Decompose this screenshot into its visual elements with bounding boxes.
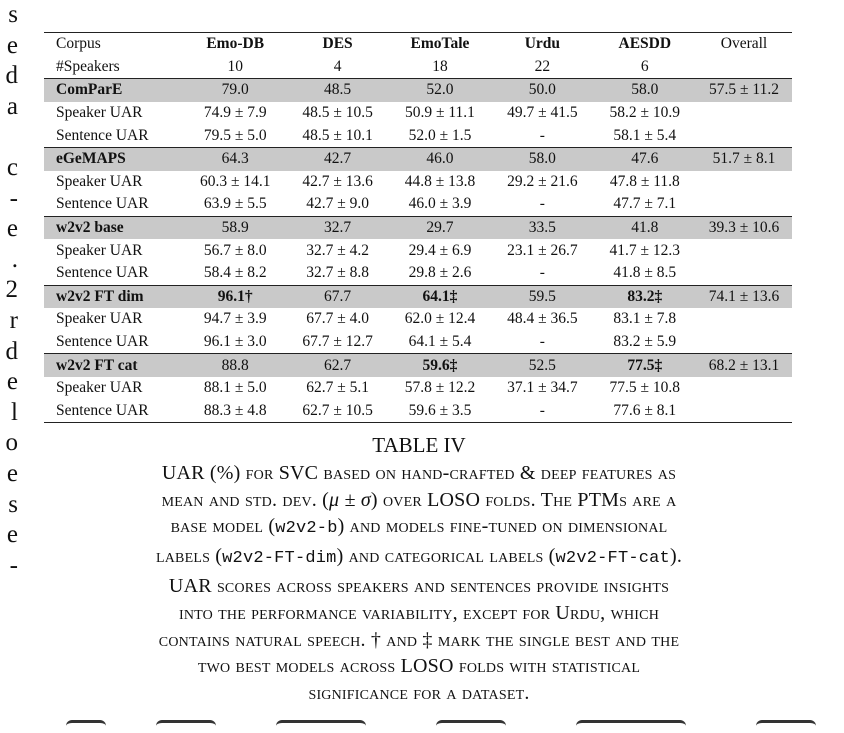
table-cell [696,377,792,400]
caption-line [44,573,794,600]
table-cell: 58.1 ± 5.4 [613,126,677,144]
caption-text: into the performance variability, except for Urdu, which [178,601,660,624]
column-fragment: a [6,92,18,120]
table-cell: 44.8 ± 13.8 [404,172,476,190]
table-cell: 46.0 ± 3.9 [408,195,472,213]
table-cell: 41.7 ± 12.3 [609,241,681,259]
caption-text: ) and models fine-tuned on dimensional [337,515,668,538]
caption-text: ) over LOSO folds. The PTMs are a [370,488,677,511]
row-label: Corpus [44,33,184,56]
table-cell: 48.4 ± 36.5 [507,310,578,328]
table-cell: 83.2 ± 5.9 [613,333,677,351]
column-fragment: s [8,490,18,518]
table-cell: - [539,264,545,282]
column-fragment: o [5,429,18,457]
table-cell: 96.1 ± 3.0 [203,333,267,351]
speaker-uar-row [44,239,792,262]
model-row [44,147,792,170]
results-table [44,32,792,423]
table-cell: 50.0 [491,79,593,102]
model-name: w2v2-FT-cat [555,549,670,569]
table-cell: 29.2 ± 21.6 [507,172,578,190]
table-cell: 4 [333,57,342,75]
column-fragment: d [5,337,18,365]
table-cell: 94.7 ± 3.9 [203,310,267,328]
table-cell [696,171,792,194]
caption-line [44,653,794,680]
table-cell: 79.5 ± 5.0 [203,126,267,144]
table-cell: 42.7 [286,147,388,170]
caption-text: UAR scores across speakers and sentences provide insights [168,574,670,597]
table-cell: 49.7 ± 41.5 [507,104,578,122]
table-cell: DES [286,33,388,56]
column-fragment: r [9,306,18,334]
table-cell: 48.5 ± 10.1 [302,126,373,144]
caption-text: ) and categorical labels ( [336,545,556,568]
table-cell: 58.0 [491,147,593,170]
row-label: w2v2 FT cat [44,354,184,377]
row-label: Speaker UAR [56,172,143,190]
table-cell: 32.7 ± 4.2 [306,241,369,259]
table-cell: 6 [640,57,649,75]
table-cell: 77.5 ± 10.8 [609,379,681,397]
column-fragment: - [9,551,18,579]
caption-line [44,680,794,707]
caption-text: ). [669,545,683,568]
table-cell: 57.5 ± 11.2 [696,79,792,102]
table-cell: 48.5 [286,79,388,102]
table-cell: 59.6 ± 3.5 [389,400,491,423]
table-cell [696,102,792,125]
column-fragment: s [8,1,18,28]
sentence-uar-row [44,124,792,147]
table-cell: 58.0 [594,79,696,102]
table-cell: 52.5 [491,354,593,377]
table-cell: AESDD [594,33,696,56]
row-label: eGeMAPS [44,147,184,170]
table-cell: 52.0 ± 1.5 [408,126,472,144]
table-cell: 29.4 ± 6.9 [408,241,472,259]
table-cell: 77.6 ± 8.1 [594,400,696,423]
table-cell: 83.1 ± 7.8 [613,310,677,328]
table-cell: 88.1 ± 5.0 [203,379,267,397]
sentence-uar-row [44,331,792,354]
table-cell [696,124,792,147]
table-cell: 60.3 ± 14.1 [199,172,271,190]
table-cell: 42.7 ± 13.6 [302,172,373,190]
table-cell: 59.5 [491,285,593,308]
model-row [44,285,792,308]
table-cell: 39.3 ± 10.6 [696,216,792,239]
table-cell: 67.7 ± 12.7 [302,333,373,351]
model-name: w2v2-b [275,519,338,539]
table-cell: 32.7 ± 8.8 [306,264,369,282]
column-fragment: e [6,31,18,59]
caption-text: two best models across LOSO folds with statistical [197,655,641,678]
column-fragment [0,122,28,153]
caption-line [44,513,794,543]
model-row [44,216,792,239]
table-caption [44,432,794,707]
caption-line [44,627,794,654]
speaker-uar-row [44,171,792,194]
table-cell [696,308,792,331]
table-cell [696,193,792,216]
caption-text: labels ( [155,545,223,568]
row-label: #Speakers [56,57,120,75]
table-cell: 51.7 ± 8.1 [696,147,792,170]
table-cell: 52.0 [389,79,491,102]
table-cell: 88.8 [184,354,286,377]
column-fragment: . [11,245,18,273]
sentence-uar-row [44,400,792,423]
table-cell: 41.8 [594,216,696,239]
table-cell: 62.7 ± 10.5 [286,400,388,423]
row-label: Sentence UAR [56,264,149,282]
table-cell: - [539,126,545,144]
table-cell: 88.3 ± 4.8 [184,400,286,423]
table-cell: 77.5‡ [594,354,696,377]
row-label: Sentence UAR [56,333,149,351]
table-cell: 96.1† [184,285,286,308]
previous-column-text [0,0,28,733]
row-label: ComParE [44,79,184,102]
caption-text: base model ( [170,515,276,538]
table-cell: 10 [227,57,243,75]
caption-text: contains natural speech. † and ‡ mark the single best and the [158,628,680,651]
header-row [44,33,792,56]
next-line-cut-text [56,716,836,733]
table-cell [696,400,792,423]
table-cell: 62.7 ± 5.1 [306,379,369,397]
caption-text: UAR (%) for SVC based on hand-crafted & deep features as [161,461,677,484]
table-cell: 67.7 ± 4.0 [306,310,369,328]
table-cell: 68.2 ± 13.1 [696,354,792,377]
table-cell: 63.9 ± 5.5 [203,195,267,213]
speaker-uar-row [44,102,792,125]
table-cell: 29.7 [389,216,491,239]
table-cell: 64.1 ± 5.4 [408,333,472,351]
table-cell: 42.7 ± 9.0 [306,195,369,213]
row-label: w2v2 base [44,216,184,239]
column-fragment: e [6,215,18,243]
caption-text: significance for a dataset. [308,682,530,705]
table-cell: 62.0 ± 12.4 [404,310,476,328]
table-cell: 47.6 [594,147,696,170]
row-label: Speaker UAR [56,241,143,259]
caption-body [44,460,794,707]
table-cell: 48.5 ± 10.5 [302,104,373,122]
speaker-uar-row [44,377,792,400]
row-label: Speaker UAR [56,379,143,397]
model-name: w2v2-FT-dim [222,549,337,569]
row-label: Sentence UAR [44,400,184,423]
table-cell: 59.6‡ [389,354,491,377]
table-cell: Emo-DB [184,33,286,56]
table-cell: 58.9 [184,216,286,239]
column-fragment: - [9,184,18,212]
table-cell: 74.9 ± 7.9 [203,104,267,122]
table-cell: Overall [696,33,792,56]
table-cell [696,331,792,354]
table-cell: 56.7 ± 8.0 [203,241,267,259]
column-fragment: 2 [5,276,18,304]
sentence-uar-row [44,262,792,285]
table-cell [696,56,792,79]
table-cell: 18 [432,57,448,75]
caption-line [44,487,794,514]
caption-line [44,543,794,573]
table-cell: - [491,400,593,423]
caption-line [44,460,794,487]
table-cell: 50.9 ± 11.1 [405,104,475,122]
table-cell: 79.0 [184,79,286,102]
column-fragment: l [11,398,18,426]
speaker-uar-row [44,308,792,331]
table-cell: 23.1 ± 26.7 [507,241,578,259]
table-cell: 83.2‡ [594,285,696,308]
row-label: Sentence UAR [56,195,149,213]
table-cell: 67.7 [286,285,388,308]
table-cell: EmoTale [389,33,491,56]
table-cell: 47.7 ± 7.1 [613,195,677,213]
table-cell: - [539,195,545,213]
table-cell: 58.2 ± 10.9 [609,104,681,122]
table-cell: - [539,333,545,351]
table-cell: 22 [534,57,551,75]
column-fragment: c [6,153,18,181]
table-cell: Urdu [491,33,593,56]
math-symbol: μ ± σ [329,488,371,511]
caption-line [44,600,794,627]
table-number: TABLE IV [372,433,466,457]
table-cell: 58.4 ± 8.2 [203,264,267,282]
row-label: w2v2 FT dim [44,285,184,308]
column-fragment: e [6,368,18,396]
table-cell: 29.8 ± 2.6 [408,264,472,282]
row-label: Sentence UAR [56,126,149,144]
table-cell: 47.8 ± 11.8 [609,172,680,190]
column-fragment: e [6,459,18,487]
row-label: Speaker UAR [56,104,143,122]
table-cell [696,262,792,285]
table-cell: 57.8 ± 12.2 [404,379,476,397]
table-cell: 33.5 [491,216,593,239]
model-row [44,354,792,377]
sentence-uar-row [44,193,792,216]
table-cell: 64.1‡ [389,285,491,308]
table-cell: 37.1 ± 34.7 [507,379,578,397]
table-cell: 74.1 ± 13.6 [696,285,792,308]
table-cell: 41.8 ± 8.5 [613,264,677,282]
column-fragment: d [5,62,18,90]
speakers-row [44,56,792,79]
row-label: Speaker UAR [56,310,143,328]
table-cell [696,239,792,262]
model-row [44,79,792,102]
column-fragment: e [6,521,18,549]
table-cell: 46.0 [389,147,491,170]
table-cell: 32.7 [286,216,388,239]
table-cell: 64.3 [184,147,286,170]
table-cell: 62.7 [286,354,388,377]
caption-text: mean and std. dev. ( [161,488,330,511]
